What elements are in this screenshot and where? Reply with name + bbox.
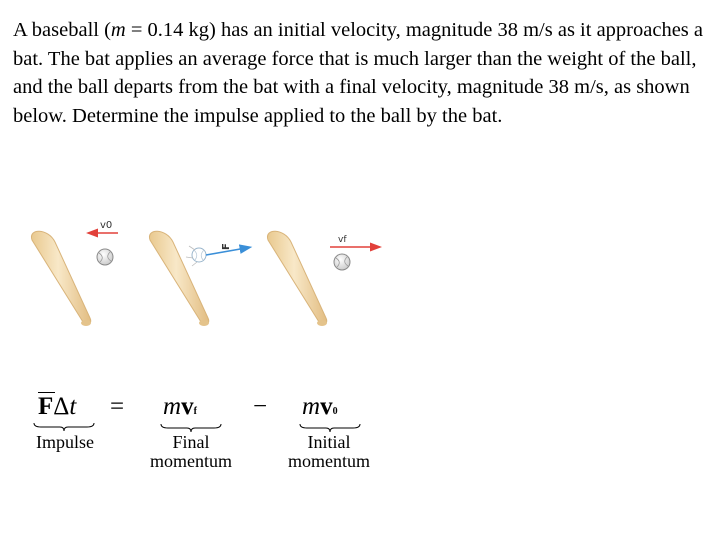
label-vf: vf: [338, 235, 347, 245]
baseball-1: [97, 249, 113, 265]
eq-force: F: [38, 393, 54, 420]
bat-ball-illustration: [0, 210, 420, 340]
bat-2: [149, 231, 209, 326]
bat-3: [267, 231, 327, 326]
eq-delta: Δ: [53, 393, 70, 420]
force-bar: [38, 392, 55, 393]
final-label-line1: Final: [172, 432, 210, 452]
problem-text-part1: A baseball (: [13, 19, 111, 41]
label-force: F: [221, 243, 232, 250]
eq-v2: v: [320, 393, 333, 420]
eq-equals: =: [110, 393, 125, 420]
final-label-line2: momentum: [150, 451, 232, 471]
eq-minus: −: [253, 393, 268, 420]
eq-v1-sub: f: [193, 406, 197, 417]
problem-text-part2: = 0.14 kg) has an initial velocity, magnitude 38 m/s as it approaches a bat. The bat applies an average force that is much larger than the weight of the ball, and the ball departs from the bat with a final velocity, magnitude 38 m/s, as shown below. Determine the impulse applied to the ball by the bat.: [13, 19, 703, 127]
equation-final-term: [163, 393, 197, 421]
initial-momentum-label: [270, 433, 388, 471]
eq-v2-sub: 0: [332, 406, 338, 417]
baseball-3: [334, 254, 350, 270]
impulse-label: Impulse: [36, 432, 94, 452]
final-momentum-label: [133, 433, 249, 471]
equation-initial-term: [302, 393, 338, 421]
mass-variable: m: [110, 19, 126, 41]
eq-m1: m: [163, 393, 182, 420]
eq-v1: v: [181, 393, 194, 420]
eq-m2: m: [302, 393, 321, 420]
initial-label-line2: momentum: [288, 451, 370, 471]
problem-text: [13, 16, 713, 130]
impulse-brace: [33, 422, 95, 432]
label-v0: v0: [100, 220, 113, 231]
bat-1: [31, 231, 91, 326]
baseball-2: [186, 246, 206, 266]
equation-lhs: [38, 393, 76, 421]
eq-t: t: [69, 393, 77, 420]
initial-label-line1: Initial: [307, 432, 351, 452]
